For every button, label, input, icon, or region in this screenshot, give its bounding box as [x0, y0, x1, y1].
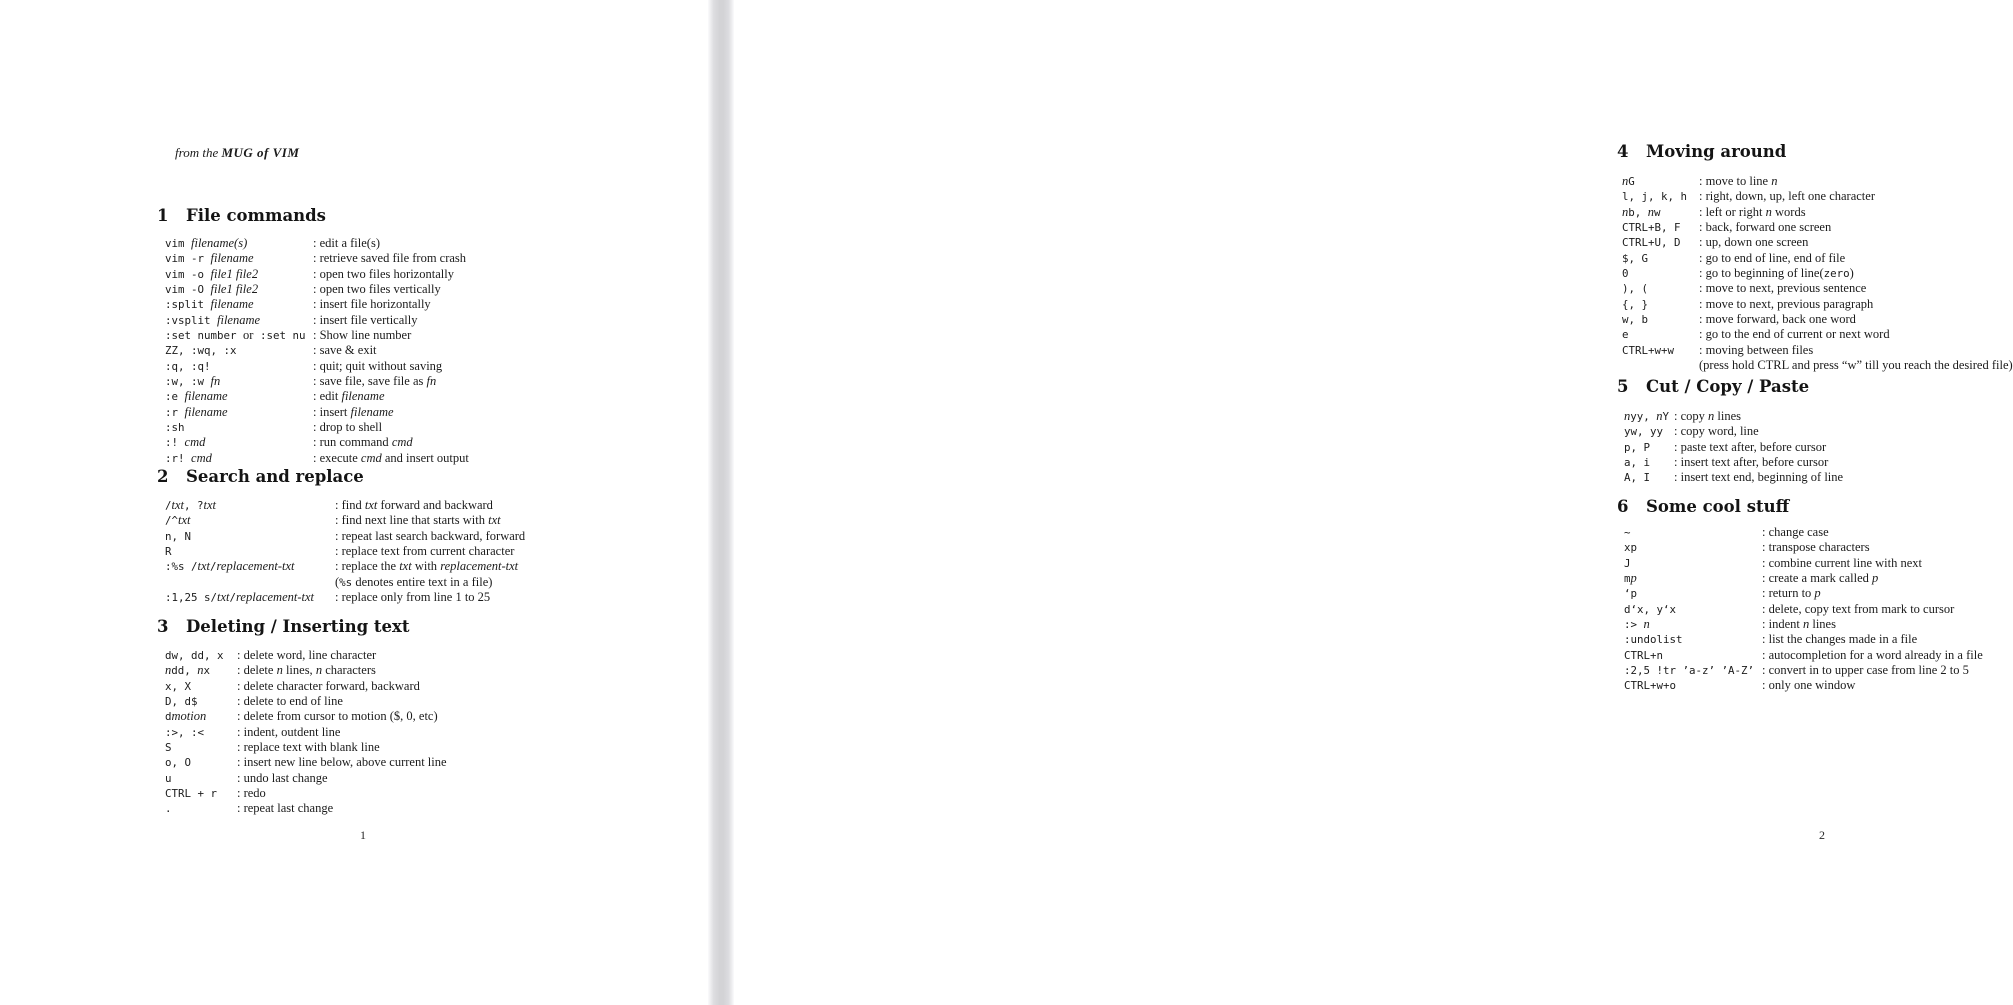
description-cell: : save file, save file as fn	[313, 374, 437, 389]
description-cell: : undo last change	[237, 770, 328, 785]
section-number: 3	[157, 617, 169, 636]
variable-text: n	[1643, 617, 1650, 632]
command-cell: :w, :w fn	[165, 374, 221, 389]
table-row	[1622, 327, 2013, 342]
variable-text: n	[1771, 174, 1778, 188]
command-cell: :%s /txt/replacement-txt	[165, 559, 295, 574]
description-cell: : find next line that starts with txt	[335, 513, 501, 528]
command-cell: a, i	[1624, 456, 1651, 470]
page-1	[0, 0, 708, 1005]
table-row	[1622, 235, 2013, 250]
table-row	[165, 313, 469, 328]
command-cell: vim filename(s)	[165, 236, 248, 250]
command-table	[165, 498, 525, 605]
description-cell: : delete character forward, backward	[237, 678, 420, 693]
table-row	[165, 267, 469, 282]
description-cell: : move to line n	[1699, 174, 1778, 188]
table-row	[1622, 189, 2013, 204]
section-heading-2	[157, 467, 364, 486]
command-cell: dmotion	[165, 709, 207, 724]
variable-text: cmd	[391, 435, 413, 450]
variable-text: file1 file2	[210, 266, 259, 281]
section-number: 2	[157, 467, 169, 486]
command-cell: nb, nw	[1622, 204, 1661, 219]
description-cell: : Show line number	[313, 328, 412, 343]
command-cell: J	[1624, 556, 1631, 570]
description-cell: : edit a file(s)	[313, 236, 380, 250]
section-number: 5	[1617, 377, 1629, 396]
command-table	[165, 236, 469, 466]
description-cell: : execute cmd and insert output	[313, 450, 469, 465]
description-cell: : open two files horizontally	[313, 266, 454, 281]
document-title: MUG of VIM	[221, 145, 300, 160]
command-cell: 0	[1622, 267, 1629, 281]
description-cell: : list the changes made in a file	[1762, 632, 1918, 647]
table-row	[1622, 266, 2013, 281]
description-cell: : move to next, previous sentence	[1699, 281, 1867, 296]
table-row	[1624, 571, 1983, 586]
section-title: Some cool stuff	[1646, 497, 1790, 516]
variable-text: filename	[184, 389, 228, 404]
table-row	[165, 359, 469, 374]
variable-text: fn	[210, 374, 221, 389]
table-row	[165, 389, 469, 404]
page-number: 2	[1819, 828, 1825, 842]
command-cell: .	[165, 802, 172, 816]
variable-text: cmd	[360, 450, 382, 465]
command-cell: CTRL+w+o	[1624, 679, 1677, 693]
table-row	[165, 435, 469, 450]
table-row	[165, 343, 469, 358]
description-cell: : replace text with blank line	[237, 740, 380, 755]
description-cell: : paste text after, before cursor	[1674, 439, 1827, 454]
table-row	[1624, 602, 1983, 617]
command-cell: :>, :<	[165, 725, 205, 739]
table-row	[165, 498, 525, 513]
variable-text: txt	[364, 498, 378, 512]
table-row	[165, 529, 525, 544]
table-row	[165, 755, 447, 770]
table-row	[165, 251, 469, 266]
description-cell: : find txt forward and backward	[335, 498, 493, 512]
description-cell: : transpose characters	[1762, 540, 1870, 555]
command-cell: :sh	[165, 421, 185, 435]
command-cell: D, d$	[165, 695, 198, 709]
variable-text: file1 file2	[210, 282, 259, 297]
variable-text: txt	[178, 513, 191, 528]
description-cell: : replace text from current character	[335, 544, 515, 559]
variable-text: p	[1814, 586, 1821, 601]
description-cell: : insert text end, beginning of line	[1674, 470, 1844, 485]
variable-text: filename	[350, 404, 394, 419]
table-row	[1624, 617, 1983, 632]
description-cell: : insert file horizontally	[313, 297, 431, 312]
variable-text: p	[1872, 571, 1879, 586]
command-cell: :vsplit filename	[165, 312, 261, 327]
variable-text: txt	[203, 498, 217, 512]
command-cell: :r! cmd	[165, 450, 212, 465]
command-cell: /txt, ?txt	[165, 498, 217, 512]
table-row	[1622, 251, 2013, 266]
command-cell: ), (	[1622, 282, 1649, 296]
command-cell: d‘x, y‘x	[1624, 602, 1677, 616]
table-row	[165, 709, 447, 724]
description-cell: : repeat last change	[237, 801, 334, 816]
description-cell: : repeat last search backward, forward	[335, 528, 526, 543]
table-row	[1622, 205, 2013, 220]
table-row	[1622, 312, 2013, 327]
description-cell: : up, down one screen	[1699, 235, 1809, 250]
command-cell: :2,5 !tr ’a-z’ ’A-Z’	[1624, 664, 1755, 678]
description-cell: : edit filename	[313, 389, 385, 404]
description-cell: : redo	[237, 786, 266, 801]
variable-text: n	[276, 663, 283, 678]
variable-text: txt	[488, 513, 501, 528]
variable-text: filename	[184, 404, 228, 419]
command-cell: x, X	[165, 679, 192, 693]
section-title: Search and replace	[186, 467, 364, 486]
section-title: Moving around	[1646, 142, 1787, 161]
description-cell: : move to next, previous paragraph	[1699, 296, 1874, 311]
table-row	[165, 544, 525, 559]
variable-text: txt	[171, 498, 185, 512]
table-row	[165, 236, 469, 251]
section-number: 1	[157, 206, 169, 225]
description-cell: : return to p	[1762, 586, 1821, 601]
table-row	[165, 771, 447, 786]
command-cell: w, b	[1622, 313, 1649, 327]
table-row	[1622, 220, 2013, 235]
variable-text: replacement-txt	[216, 559, 295, 574]
description-cell: : go to beginning of line(zero)	[1699, 266, 1854, 281]
variable-text: filename	[210, 297, 254, 312]
variable-text: n	[1802, 617, 1810, 632]
description-cell: : left or right n words	[1699, 204, 1806, 219]
description-cell: : copy word, line	[1674, 424, 1759, 439]
command-cell: mp	[1624, 571, 1637, 586]
description-cell: : open two files vertically	[313, 282, 441, 297]
table-row	[1622, 281, 2013, 296]
page-divider	[708, 0, 734, 1005]
roman-text: or	[243, 328, 254, 343]
table-row	[165, 420, 469, 435]
variable-text: n	[1656, 409, 1663, 423]
command-cell: l, j, k, h	[1622, 190, 1688, 204]
table-row	[1622, 297, 2013, 312]
command-cell: CTRL + r	[165, 787, 218, 801]
description-cell: : convert in to upper case from line 2 to 5	[1762, 663, 1969, 678]
variable-text: txt	[197, 559, 211, 574]
command-cell: S	[165, 741, 172, 755]
variable-text: replacement-txt	[236, 590, 315, 605]
description-cell: : quit; quit without saving	[313, 358, 443, 373]
command-cell: ZZ, :wq, :x	[165, 344, 237, 358]
description-cell: : insert file vertically	[313, 312, 418, 327]
variable-text: cmd	[184, 435, 206, 450]
table-row	[165, 740, 447, 755]
description-cell: : save & exit	[313, 343, 377, 358]
command-cell: ~	[1624, 526, 1631, 539]
command-cell: o, O	[165, 756, 192, 770]
table-row	[1624, 663, 1983, 678]
variable-text: n	[315, 663, 323, 678]
table-row	[1624, 424, 1843, 439]
variable-text: n	[1765, 204, 1772, 219]
command-cell: :split filename	[165, 297, 254, 312]
table-row	[1624, 455, 1843, 470]
description-cell: : retrieve saved file from crash	[313, 251, 467, 266]
description-cell: : back, forward one screen	[1699, 220, 1832, 235]
description-cell: (%s denotes entire text in a file)	[335, 574, 493, 589]
command-cell: vim -r filename	[165, 251, 254, 266]
command-cell: yw, yy	[1624, 425, 1664, 439]
description-cell: : delete, copy text from mark to cursor	[1762, 601, 1955, 616]
page-2	[734, 0, 2013, 1005]
table-row	[165, 786, 447, 801]
description-cell: : only one window	[1762, 678, 1856, 693]
table-row	[165, 801, 447, 816]
description-cell: : delete to end of line	[237, 694, 343, 709]
table-row	[165, 297, 469, 312]
command-cell: :undolist	[1624, 633, 1683, 647]
variable-text: filename	[217, 312, 261, 327]
table-row	[1624, 525, 1983, 540]
command-table	[165, 648, 447, 817]
document-header-prefix: from the	[175, 145, 222, 160]
command-cell: R	[165, 545, 172, 559]
table-row	[165, 328, 469, 343]
table-row	[165, 575, 525, 590]
command-cell: n, N	[165, 529, 192, 543]
command-cell: :! cmd	[165, 435, 206, 450]
section-heading-4	[1617, 142, 1786, 161]
command-cell: nyy, nY	[1624, 409, 1670, 423]
description-cell: : indent, outdent line	[237, 724, 341, 739]
description-cell: : delete from cursor to motion ($, 0, etc)	[237, 709, 438, 724]
command-cell: CTRL+B, F	[1622, 221, 1681, 235]
description-cell: : move forward, back one word	[1699, 312, 1856, 327]
variable-text: filename	[341, 389, 385, 404]
command-cell: :r filename	[165, 404, 228, 419]
section-title: File commands	[186, 206, 326, 225]
table-row	[165, 451, 469, 466]
section-number: 4	[1617, 142, 1629, 161]
command-cell: A, I	[1624, 471, 1651, 485]
description-cell: : go to the end of current or next word	[1699, 327, 1890, 342]
description-cell: : moving between files	[1699, 342, 1814, 357]
variable-text: cmd	[191, 450, 212, 465]
table-row	[165, 282, 469, 297]
command-cell: ‘p	[1624, 587, 1638, 601]
description-cell: : go to end of line, end of file	[1699, 250, 1846, 265]
command-cell: u	[165, 771, 172, 785]
section-title: Deleting / Inserting text	[186, 617, 410, 636]
description-cell: : indent n lines	[1762, 617, 1836, 632]
code-text: %s	[339, 575, 353, 589]
command-cell: :set number or :set nu	[165, 328, 306, 343]
page-number: 1	[360, 828, 366, 842]
variable-text: n	[1624, 409, 1631, 423]
description-cell: : right, down, up, left one character	[1699, 189, 1875, 204]
variable-text: motion	[171, 709, 207, 724]
table-row	[1622, 174, 2013, 189]
variable-text: n	[197, 663, 204, 678]
command-cell: ndd, nx	[165, 663, 211, 678]
section-heading-5	[1617, 377, 1809, 396]
command-cell: :1,25 s/txt/replacement-txt	[165, 590, 315, 605]
table-row	[1624, 470, 1843, 485]
description-cell: : create a mark called p	[1762, 571, 1879, 586]
table-row	[165, 694, 447, 709]
command-cell: CTRL+U, D	[1622, 236, 1681, 250]
command-cell: /^txt	[165, 513, 191, 528]
command-cell: p, P	[1624, 440, 1651, 454]
table-row	[1622, 358, 2013, 372]
table-row	[1624, 586, 1983, 601]
code-text: zero	[1823, 267, 1850, 281]
command-table	[1624, 409, 1843, 486]
table-row	[165, 374, 469, 389]
description-cell: : change case	[1762, 525, 1829, 539]
section-heading-1	[157, 206, 326, 225]
command-table	[1624, 525, 1983, 694]
variable-text: filename	[210, 251, 254, 266]
description-cell: : drop to shell	[313, 420, 383, 435]
table-row	[165, 405, 469, 420]
table-row	[1624, 409, 1843, 424]
command-cell: dw, dd, x	[165, 649, 224, 662]
description-cell: : autocompletion for a word already in a file	[1762, 647, 1983, 662]
description-cell: : replace the txt with replacement-txt	[335, 559, 519, 574]
table-row	[1624, 632, 1983, 647]
description-cell: : combine current line with next	[1762, 555, 1923, 570]
command-cell: $, G	[1622, 251, 1649, 265]
variable-text: n	[1622, 204, 1629, 219]
document-header	[175, 145, 299, 161]
table-row	[1624, 648, 1983, 663]
command-cell: {, }	[1622, 297, 1649, 311]
command-cell: xp	[1624, 541, 1638, 555]
command-cell: vim -o file1 file2	[165, 266, 259, 281]
variable-text: txt	[217, 590, 230, 605]
table-row	[165, 590, 525, 605]
variable-text: txt	[399, 559, 412, 574]
variable-text: replacement-txt	[440, 559, 519, 574]
command-table	[1622, 174, 2013, 372]
table-row	[1624, 556, 1983, 571]
table-row	[165, 513, 525, 528]
section-heading-3	[157, 617, 409, 636]
variable-text: p	[1630, 571, 1637, 586]
variable-text: n	[1708, 409, 1715, 423]
description-cell: : insert new line below, above current line	[237, 755, 447, 770]
section-number: 6	[1617, 497, 1629, 516]
table-row	[1624, 440, 1843, 455]
command-cell: e	[1622, 328, 1629, 342]
description-cell: : insert filename	[313, 404, 394, 419]
description-cell: : insert text after, before cursor	[1674, 455, 1829, 470]
description-cell: : copy n lines	[1674, 409, 1742, 423]
table-row	[165, 663, 447, 678]
command-cell: :e filename	[165, 389, 228, 404]
description-cell: : delete word, line character	[237, 648, 377, 662]
table-row	[1622, 343, 2013, 358]
table-row	[165, 559, 525, 574]
description-cell: : delete n lines, n characters	[237, 663, 376, 678]
command-cell: nG	[1622, 174, 1635, 188]
table-row	[165, 648, 447, 663]
command-cell: :> n	[1624, 617, 1650, 632]
description-cell: (press hold CTRL and press “w” till you reach the desired file)	[1699, 358, 2013, 373]
variable-text: fn	[426, 374, 437, 389]
command-cell: CTRL+n	[1624, 648, 1664, 662]
command-cell: vim -O file1 file2	[165, 282, 259, 297]
variable-text: filename(s)	[191, 236, 248, 250]
description-cell: : run command cmd	[313, 435, 413, 450]
description-cell: : replace only from line 1 to 25	[335, 590, 491, 605]
variable-text: n	[1647, 204, 1655, 219]
table-row	[165, 679, 447, 694]
table-row	[1624, 540, 1983, 555]
section-heading-6	[1617, 497, 1789, 516]
section-title: Cut / Copy / Paste	[1646, 377, 1810, 396]
table-row	[1624, 678, 1983, 693]
table-row	[165, 725, 447, 740]
variable-text: n	[1622, 174, 1629, 188]
command-cell: :q, :q!	[165, 359, 211, 373]
variable-text: n	[165, 663, 172, 678]
command-cell: CTRL+w+w	[1622, 343, 1675, 357]
